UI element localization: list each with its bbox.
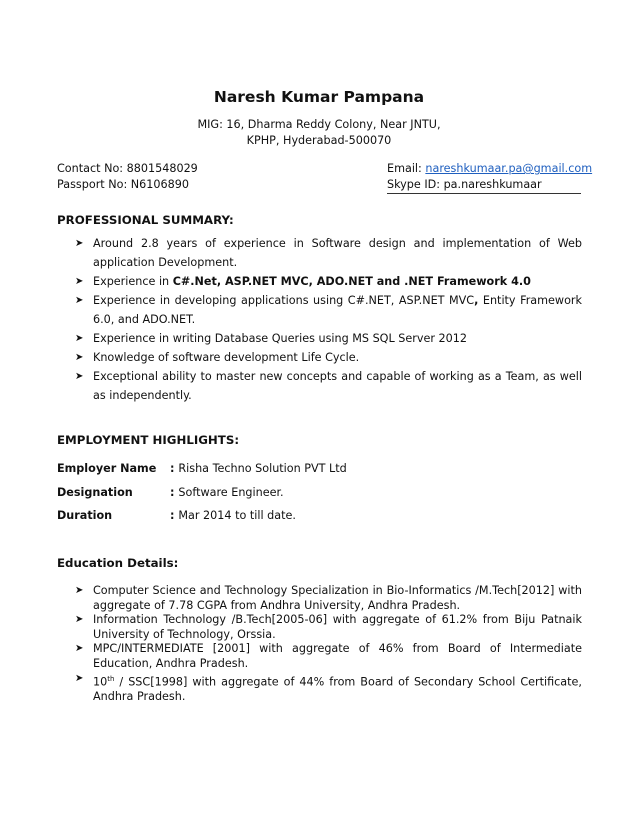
arrowhead-bullet-icon: ➤: [75, 333, 84, 344]
email-link[interactable]: nareshkumaar.pa@gmail.com: [425, 162, 593, 175]
employment-heading: EMPLOYMENT HIGHLIGHTS:: [57, 433, 240, 447]
arrowhead-bullet-icon: ➤: [75, 371, 84, 382]
arrowhead-bullet-icon: ➤: [75, 352, 84, 363]
list-item: ➤ Information Technology /B.Tech[2005-06] with aggregate of 61.2% from Biju Patnaik University of Technology, Orssia.: [75, 613, 582, 641]
summary-heading: PROFESSIONAL SUMMARY:: [57, 213, 234, 227]
contact-number: Contact No: 8801548029: [57, 162, 198, 175]
list-item: ➤ Experience in writing Database Queries using MS SQL Server 2012: [75, 329, 582, 348]
designation-label: Designation: [57, 486, 133, 499]
email-line: [387, 162, 592, 175]
arrowhead-bullet-icon: ➤: [75, 295, 84, 306]
summary-list: [75, 234, 582, 405]
list-item: ➤ MPC/INTERMEDIATE [2001] with aggregate of 46% from Board of Intermediate Education, Andhra Pradesh.: [75, 642, 582, 670]
contact-row-1: [57, 162, 593, 178]
arrowhead-bullet-icon: ➤: [75, 643, 84, 655]
address-line-2: KPHP, Hyderabad-500070: [246, 134, 392, 147]
list-item: ➤ Knowledge of software development Life Cycle.: [75, 348, 582, 367]
arrowhead-bullet-icon: ➤: [75, 672, 84, 684]
list-item: ➤ Exceptional ability to master new concepts and capable of working as a Team, as well as independently.: [75, 367, 582, 405]
education-heading: Education Details:: [57, 556, 179, 570]
list-item: ➤ Experience in developing applications using C#.NET, ASP.NET MVC, Entity Framework 6.0, and ADO.NET.: [75, 291, 582, 329]
skype-id: Skype ID: pa.nareshkumaar: [387, 178, 542, 191]
email-label: Email:: [387, 162, 426, 175]
list-item: ➤ 10th / SSC[1998] with aggregate of 44% from Board of Secondary School Certificate, Andhra Pradesh.: [75, 672, 582, 703]
list-item: ➤ Around 2.8 years of experience in Software design and implementation of Web application Development.: [75, 234, 582, 272]
employer-value: : Risha Techno Solution PVT Ltd: [170, 462, 347, 475]
arrowhead-bullet-icon: ➤: [75, 585, 84, 596]
duration-value: : Mar 2014 to till date.: [170, 509, 296, 522]
candidate-name: Naresh Kumar Pampana: [213, 88, 425, 106]
list-item: ➤ Computer Science and Technology Specialization in Bio-Informatics /M.Tech[2012] with aggregate of 7.78 CGPA from Andhra University, Andhra Pradesh.: [75, 584, 582, 612]
arrowhead-bullet-icon: ➤: [75, 614, 84, 626]
designation-value: : Software Engineer.: [170, 486, 284, 499]
employer-label: Employer Name: [57, 462, 157, 475]
duration-label: Duration: [57, 509, 113, 522]
contact-divider: [387, 193, 581, 194]
arrowhead-bullet-icon: ➤: [75, 276, 84, 287]
address-line-1: MIG: 16, Dharma Reddy Colony, Near JNTU,: [197, 118, 441, 131]
education-list: [75, 584, 582, 704]
arrowhead-bullet-icon: ➤: [75, 238, 84, 249]
passport-number: Passport No: N6106890: [57, 178, 189, 191]
contact-row-2: [57, 178, 581, 194]
list-item: ➤ Experience in C#.Net, ASP.NET MVC, ADO.NET and .NET Framework 4.0: [75, 272, 582, 291]
